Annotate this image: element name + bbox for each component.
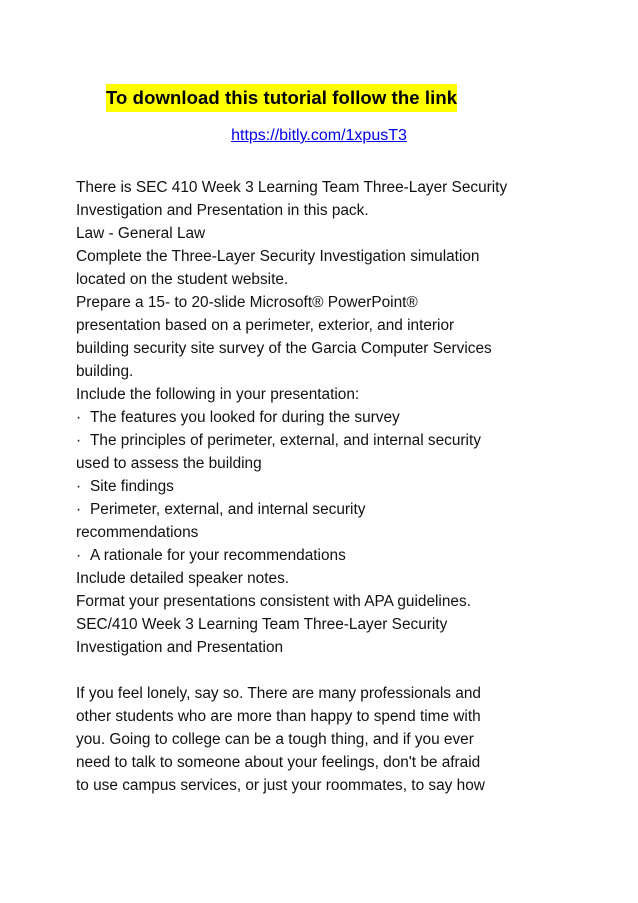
closing-line: Investigation and Presentation (76, 639, 284, 656)
intro-line: There is SEC 410 Week 3 Learning Team Three-Layer Security (76, 179, 508, 196)
intro-paragraph (76, 176, 576, 406)
closing-line: Format your presentations consistent with APA guidelines. (76, 593, 471, 610)
advice-line: If you feel lonely, say so. There are many professionals and (76, 685, 481, 702)
bullet-item (76, 475, 576, 498)
bullet-list (76, 406, 576, 567)
advice-line: you. Going to college can be a tough thing, and if you ever (76, 731, 474, 748)
bullet-text: The principles of perimeter, external, and internal security (90, 432, 481, 449)
bullet-item (76, 406, 576, 429)
bullet-dot-icon: · (76, 478, 82, 495)
bullet-text: Site findings (90, 478, 174, 495)
advice-line: to use campus services, or just your roommates, to say how (76, 777, 485, 794)
closing-paragraph (76, 567, 576, 659)
intro-line: building security site survey of the Garcia Computer Services (76, 340, 492, 357)
bullet-dot-icon: · (76, 547, 82, 564)
advice-line: need to talk to someone about your feelings, don't be afraid (76, 754, 481, 771)
intro-line: presentation based on a perimeter, exterior, and interior (76, 317, 455, 334)
bullet-text: Perimeter, external, and internal security (90, 501, 366, 518)
bullet-dot-icon: · (76, 432, 82, 449)
closing-line: SEC/410 Week 3 Learning Team Three-Layer Security (76, 616, 448, 633)
advice-line: other students who are more than happy to spend time with (76, 708, 481, 725)
bullet-text: used to assess the building (76, 455, 262, 472)
advice-paragraph (76, 682, 576, 797)
closing-line: Include detailed speaker notes. (76, 570, 290, 587)
bullet-item (76, 498, 576, 521)
bullet-text: A rationale for your recommendations (90, 547, 346, 564)
document-body (76, 176, 576, 797)
bullet-item (76, 429, 576, 452)
intro-line: located on the student website. (76, 271, 289, 288)
bullet-dot-icon: · (76, 501, 82, 518)
intro-line: Law - General Law (76, 225, 206, 242)
bullet-dot-icon: · (76, 409, 82, 426)
intro-line: Prepare a 15- to 20-slide Microsoft® PowerPoint® (76, 294, 418, 311)
download-heading: To download this tutorial follow the link (106, 84, 457, 112)
intro-line: Complete the Three-Layer Security Investigation simulation (76, 248, 480, 265)
bullet-item (76, 544, 576, 567)
bullet-text: The features you looked for during the survey (90, 409, 400, 426)
paragraph-gap (76, 659, 576, 682)
intro-line: Investigation and Presentation in this pack. (76, 202, 369, 219)
bullet-text: recommendations (76, 524, 199, 541)
tutorial-link[interactable]: https://bitly.com/1xpusT3 (231, 127, 407, 144)
bullet-continuation (76, 452, 576, 475)
intro-line: building. (76, 363, 134, 380)
intro-line: Include the following in your presentation: (76, 386, 360, 403)
bullet-continuation (76, 521, 576, 544)
